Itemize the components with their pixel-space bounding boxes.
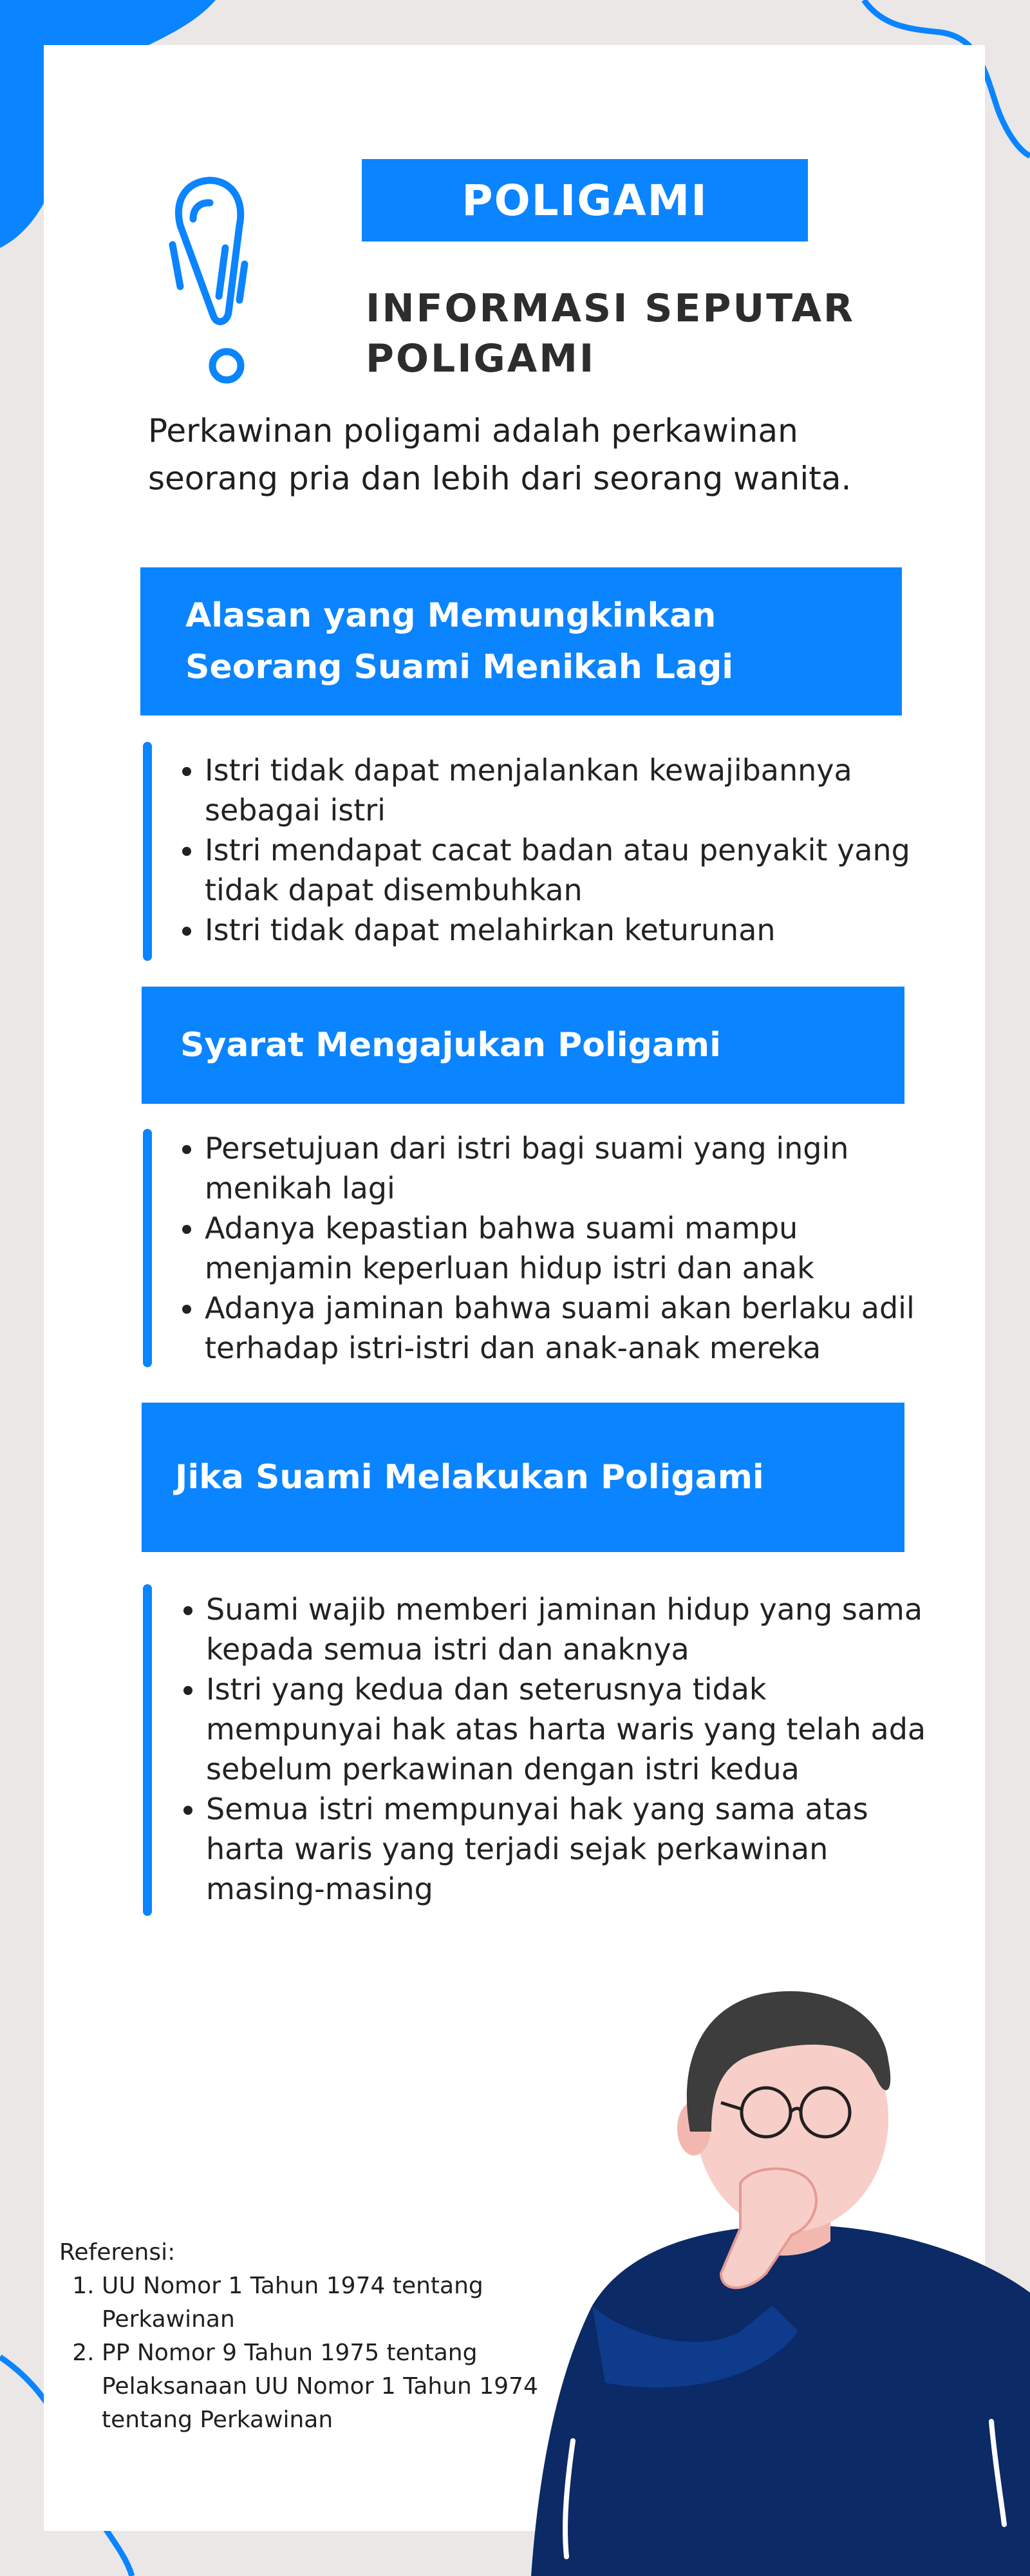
list-item: • Istri yang kedua dan seterusnya tidak mempunyai hak atas harta waris yang telah ada sebelum perkawinan dengan istri kedua	[206, 1669, 940, 1789]
section-header-jika	[142, 1403, 904, 1552]
list-item: • Istri mendapat cacat badan atau penyakit yang tidak dapat disembuhkan	[205, 830, 932, 910]
section-heading: Jika Suami Melakukan Poligami	[175, 1458, 764, 1497]
references	[59, 2236, 548, 2437]
section-list-alasan	[148, 750, 932, 950]
thinking-man-illustration	[528, 1971, 1030, 2576]
list-item: • Istri tidak dapat melahirkan keturunan	[205, 910, 932, 950]
section-list-syarat	[148, 1128, 951, 1368]
list-item: • Istri tidak dapat menjalankan kewajibannya sebagai istri	[205, 750, 932, 830]
list-item: • Adanya jaminan bahwa suami akan berlaku adil terhadap istri-istri dan anak-anak mereka	[205, 1288, 951, 1368]
page-title: POLIGAMI	[362, 159, 808, 242]
list-item: • Adanya kepastian bahwa suami mampu menjamin keperluan hidup istri dan anak	[205, 1208, 951, 1288]
list-item: • Semua istri mempunyai hak yang sama atas harta waris yang terjadi sejak perkawinan masing-masing	[206, 1789, 940, 1909]
section-list-jika	[149, 1589, 940, 1909]
section-header-syarat	[142, 987, 904, 1104]
section-heading: Alasan yang Memungkinkan Seorang Suami Menikah Lagi	[185, 596, 734, 687]
list-item: • Persetujuan dari istri bagi suami yang ingin menikah lagi	[205, 1128, 951, 1208]
references-list	[59, 2269, 548, 2437]
section-heading: Syarat Mengajukan Poligami	[180, 1026, 721, 1065]
references-label: Referensi:	[59, 2239, 176, 2266]
reference-item: 2. PP Nomor 9 Tahun 1975 tentang Pelaksanaan UU Nomor 1 Tahun 1974 tentang Perkawinan	[102, 2336, 548, 2437]
list-item: • Suami wajib memberi jaminan hidup yang sama kepada semua istri dan anaknya	[206, 1589, 940, 1669]
intro-paragraph: Perkawinan poligami adalah perkawinan seorang pria dan lebih dari seorang wanita.	[148, 412, 852, 497]
page-subtitle: INFORMASI SEPUTAR POLIGAMI	[366, 286, 856, 381]
section-header-alasan	[140, 567, 902, 715]
exclamation-icon	[154, 174, 264, 393]
shirt	[531, 2225, 1030, 2576]
reference-item: 1. UU Nomor 1 Tahun 1974 tentang Perkawinan	[102, 2269, 548, 2336]
